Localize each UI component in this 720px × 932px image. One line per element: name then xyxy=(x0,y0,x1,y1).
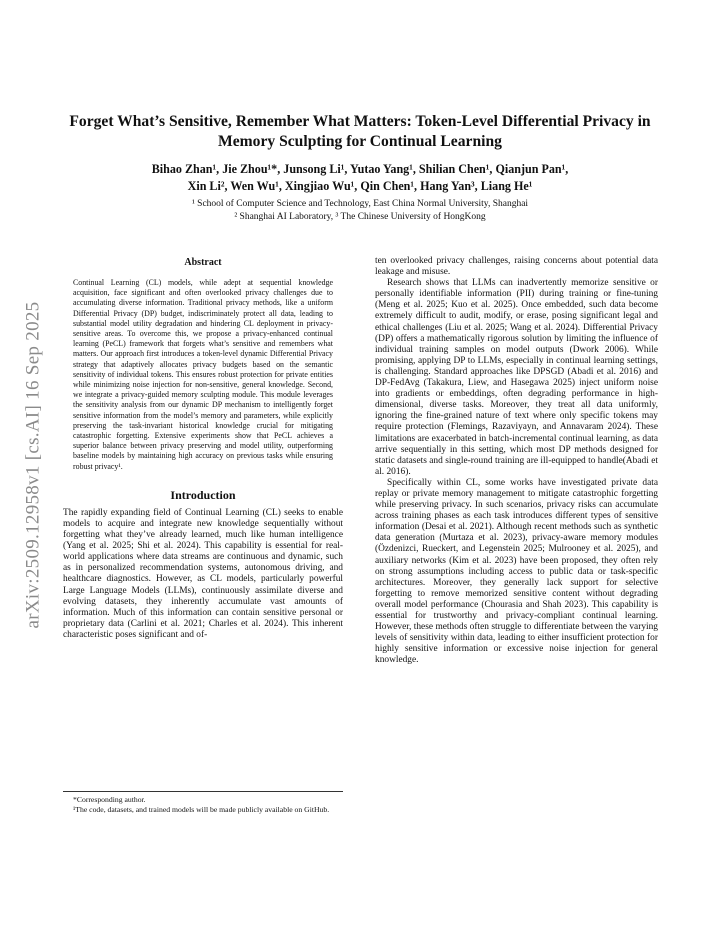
introduction-paragraph-continued: ten overlooked privacy challenges, raising concerns about potential data leakage and misuse. xyxy=(375,256,658,278)
authors-line-2: Xin Li², Wen Wu¹, Xingjiao Wu¹, Qin Chen¹, Hang Yan³, Liang He¹ xyxy=(187,179,533,193)
authors-line-1: Bihao Zhan¹, Jie Zhou¹*, Junsong Li¹, Yutao Yang¹, Shilian Chen¹, Qianjun Pan¹, xyxy=(151,162,569,176)
footnote-corresponding-author: *Corresponding author. xyxy=(73,795,146,804)
introduction-paragraph-3: Specifically within CL, some works have investigated private data replay or private memory management to mitigate catastrophic forgetting while preserving privacy. In such scenarios, privacy risks can accumulate across training phases as each task introduces different types of sensitive information (Desai et al. 2021). Although recent methods such as synthetic data generation (Murtaza et al. 2023), privacy-aware memory modules (Özdenizci, Rueckert, and Legenstein 2025; Mulrooney et al. 2025), and auxiliary networks (Kim et al. 2023) have been proposed, they often rely on strong assumptions including access to public data or task-specific architectures. Moreover, they generally lack support for selective forgetting to remove memorized sensitive content without degrading overall model performance (Chourasia and Shah 2023). This capability is essential for trustworthy and privacy-compliant continual learning. However, these methods often struggle to differentiate between the varying levels of sensitivity within data, leading to either insufficient protection for highly sensitive information or excessive noise injection for general knowledge. xyxy=(375,477,658,666)
footnotes xyxy=(63,791,343,815)
affiliations xyxy=(60,198,660,224)
affiliation-line-2: ² Shanghai AI Laboratory, ³ The Chinese University of HongKong xyxy=(234,212,486,222)
abstract-heading: Abstract xyxy=(184,257,222,268)
introduction-heading: Introduction xyxy=(170,487,236,502)
right-column xyxy=(375,256,658,666)
affiliation-line-1: ¹ School of Computer Science and Technology, East China Normal University, Shanghai xyxy=(191,199,529,209)
arxiv-identifier-stamp xyxy=(19,265,47,665)
footnote-code-availability: ¹The code, datasets, and trained models will be made publicly available on GitHub. xyxy=(73,804,330,814)
left-column xyxy=(63,256,343,641)
abstract-text: Continual Learning (CL) models, while adept at sequential knowledge acquisition, face significant and often overlooked privacy challenges due to accumulating diverse information. Traditional privacy methods, like a uniform Differential Privacy (DP) budget, indiscriminately protect all data, leading to substantial model utility degradation and hindering CL deployment in privacy-sensitive areas. To overcome this, we propose a privacy-enhanced continual learning (PeCL) framework that forgets what’s sensitive and remembers what matters. Our approach first introduces a token-level dynamic Differential Privacy strategy that adaptively allocates privacy budgets based on the semantic sensitivity of individual tokens. This ensures robust protection for private entities while minimizing noise injection for non-sensitive, general knowledge. Second, we integrate a privacy-guided memory sculpting module. This module leverages the sensitivity analysis from our dynamic DP mechanism to intelligently forget sensitive information from the model’s memory and parameters, while explicitly preserving the task-invariant historical knowledge crucial for mitigating catastrophic forgetting. Extensive experiments show that PeCL achieves a superior balance between privacy preserving and model utility, outperforming baseline models by maintaining high accuracy on previous tasks while ensuring robust privacy¹. xyxy=(73,278,333,471)
arxiv-stamp-text: arXiv:2509.12958v1 [cs.AI] 16 Sep 2025 xyxy=(22,301,43,629)
paper-title: Forget What’s Sensitive, Remember What Matters: Token-Level Differential Privacy in Memory Sculpting for Continual Learning xyxy=(69,113,651,150)
introduction-paragraph-2: Research shows that LLMs can inadvertently memorize sensitive or personally identifiable information (PII) during training or fine-tuning (Meng et al. 2025; Kuo et al. 2025). Once embedded, such data become extremely difficult to audit, modify, or erase, posing significant legal and ethical challenges (Liu et al. 2025; Wang et al. 2024). Differential Privacy (DP) offers a mathematically rigorous solution by limiting the influence of individual training samples on model outputs (Dwork 2006). While promising, applying DP to LLMs, especially in continual learning settings, is challenging. Standard approaches like DPSGD (Abadi et al. 2016) and DP-FedAvg (Takakura, Liew, and Hasegawa 2025) inject uniform noise into gradients or embeddings, often degrading performance in high-dimensional, diverse tasks. Moreover, they treat all data uniformly, ignoring the fine-grained nature of text where only specific tokens may require protection (Flemings, Razaviyayn, and Annavaram 2024). These limitations are exacerbated in batch-incremental continual learning, as data arrive sequentially in this setting, which most DP methods designed for static datasets and single-round training are ill-equipped to handle(Abadi et al. 2016). xyxy=(375,278,658,477)
introduction-paragraph-1: The rapidly expanding field of Continual Learning (CL) seeks to enable models to acquire and integrate new knowledge sequentially without forgetting what they’ve already learned, much like human intelligence (Yang et al. 2025; Shi et al. 2024). This capability is essential for real-world applications where data streams are continuous and dynamic, such as in personalized recommendation systems, autonomous driving, and healthcare diagnostics. However, as CL models, particularly powerful Large Language Models (LLMs), continuously assimilate diverse and evolving datasets, they inherently accumulate vast amounts of information. Much of this information can contain sensitive personal or proprietary data (Carlini et al. 2021; Charles et al. 2024). This inherent characteristic poses significant and of- xyxy=(63,507,343,640)
author-list xyxy=(60,161,660,195)
